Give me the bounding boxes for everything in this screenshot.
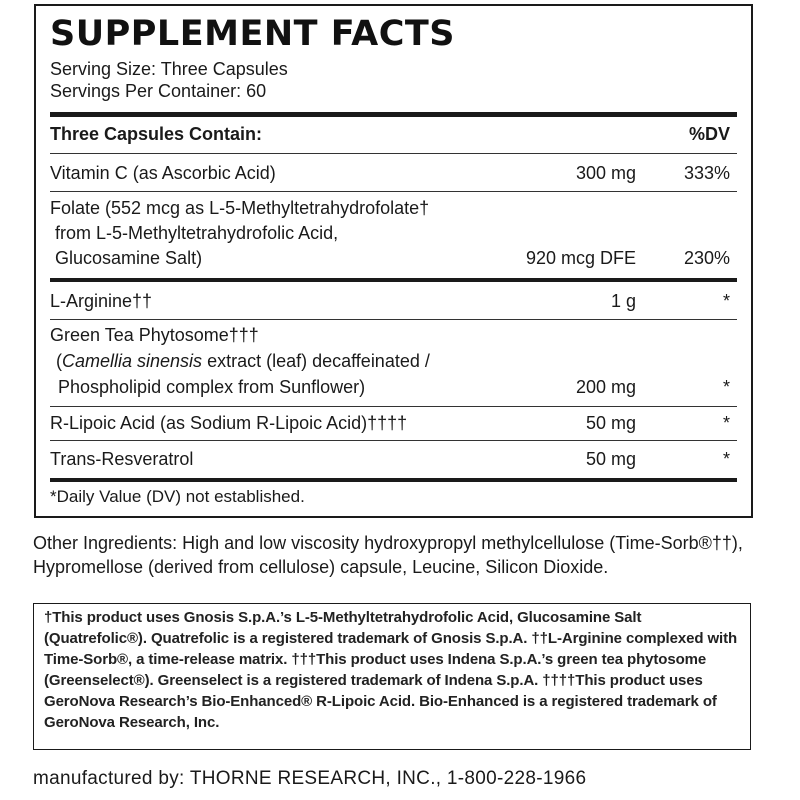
nutrient-name: L-Arginine†† bbox=[50, 291, 153, 311]
nutrient-amount: 50 mg bbox=[585, 413, 636, 433]
nutrient-dv: 230% bbox=[683, 248, 730, 268]
nutrient-name: Folate (552 mcg as L-5-Methyltetrahydrofolate† bbox=[50, 198, 430, 218]
divider bbox=[50, 440, 737, 441]
nutrient-amount: 1 g bbox=[610, 291, 636, 311]
nutrient-dv: * bbox=[722, 449, 730, 469]
nutrient-name-cont: (Camellia sinensis extract (leaf) decaffeinated / bbox=[56, 351, 430, 371]
nutrient-name: R-Lipoic Acid (as Sodium R-Lipoic Acid)†††† bbox=[50, 413, 408, 433]
nutrient-name-cont: Glucosamine Salt) bbox=[50, 248, 203, 268]
trademark-notes: †This product uses Gnosis S.p.A.’s L-5-Methyltetrahydrofolic Acid, Glucosamine Salt (Quatrefolic®). Quatrefolic is a registered trademark of Gnosis S.p.A. ††L-Arginine complexed with Time-Sorb®, a time-release matrix. †††This product uses Indena S.p.A.’s green tea phytosome (Greenselect®). Greenselect is a registered trademark of Indena S.p.A. ††††This product uses GeroNova Research’s Bio-Enhanced® R-Lipoic Acid. Bio-Enhanced is a registered trademark of GeroNova Research, Inc. bbox=[44, 609, 738, 731]
nutrient-name-cont: from L-5-Methyltetrahydrofolic Acid, bbox=[50, 223, 339, 243]
nutrient-amount: 200 mg bbox=[575, 377, 636, 397]
botanical-detail: extract (leaf) decaffeinated / bbox=[202, 351, 430, 371]
header-rule bbox=[50, 112, 737, 117]
other-ingredients: Other Ingredients: High and low viscosity hydroxypropyl methylcellulose (Time-Sorb®††), Hypromellose (derived from cellulose) capsule, Leucine, Silicon Dioxide. bbox=[33, 533, 743, 577]
nutrient-name: Green Tea Phytosome††† bbox=[50, 325, 259, 345]
nutrient-dv: * bbox=[722, 291, 730, 311]
nutrient-amount: 920 mcg DFE bbox=[525, 248, 636, 268]
botanical-name: Camellia sinensis bbox=[62, 351, 203, 371]
manufacturer-line: manufactured by: THORNE RESEARCH, INC., 1-800-228-1966 bbox=[33, 768, 587, 789]
nutrient-name-cont: Phospholipid complex from Sunflower) bbox=[58, 377, 366, 397]
trademark-notes-box bbox=[33, 603, 751, 750]
panel-title: SUPPLEMENT FACTS bbox=[50, 14, 455, 54]
nutrient-dv: * bbox=[722, 413, 730, 433]
divider bbox=[50, 153, 737, 154]
nutrient-amount: 300 mg bbox=[575, 163, 636, 183]
divider bbox=[50, 191, 737, 192]
divider bbox=[50, 319, 737, 320]
nutrient-dv: * bbox=[722, 377, 730, 397]
column-header-dv: %DV bbox=[688, 124, 730, 144]
supplement-facts-panel bbox=[34, 4, 753, 518]
nutrient-dv: 333% bbox=[683, 163, 730, 183]
nutrient-name: Vitamin C (as Ascorbic Acid) bbox=[50, 163, 276, 183]
serving-size: Serving Size: Three Capsules bbox=[50, 59, 288, 79]
section-rule bbox=[50, 278, 737, 282]
daily-value-footnote: *Daily Value (DV) not established. bbox=[50, 487, 305, 506]
divider bbox=[50, 406, 737, 407]
column-header-label: Three Capsules Contain: bbox=[50, 124, 263, 144]
nutrient-name: Trans-Resveratrol bbox=[50, 449, 194, 469]
section-rule bbox=[50, 478, 737, 482]
servings-per-container: Servings Per Container: 60 bbox=[50, 81, 267, 101]
nutrient-amount: 50 mg bbox=[585, 449, 636, 469]
